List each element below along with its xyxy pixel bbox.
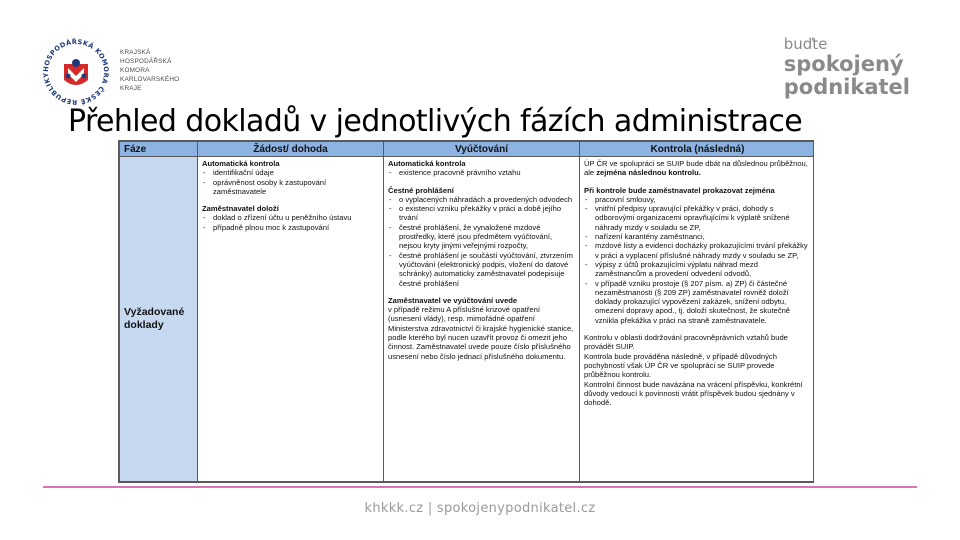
documents-table — [118, 140, 814, 483]
application-cell — [198, 157, 384, 482]
phase-cell: Vyžadované doklady — [120, 157, 198, 482]
logo-ring-text: HOSPODÁŘSKÁ KOMORA ČESKÉ REPUBLIKY — [41, 37, 111, 107]
list-item: - výpisy z účtů prokazujícími výplatu náhrad mezd zaměstnancům a provedení odvedení odvodů, — [584, 260, 811, 279]
slogan-line-1: buďte — [783, 35, 828, 53]
list-item: - v případě vzniku prostoje (§ 207 písm. a) ZP) či částečné nezaměstnanosti (§ 209 ZP) zaměstnavatel rovněž doloží doklady prokazující vypovězení zakázek, snížení odbytu, omezení dopravy apod., tj. doloží skutečnost, že skutečně vznikla překážka v práci na straně zaměstnavatele. — [584, 279, 811, 325]
chamber-seal-icon — [40, 36, 112, 108]
col3-prove-heading: Při kontrole bude zaměstnavatel prokazovat zejména — [584, 185, 775, 195]
list-item: - mzdové listy a evidenci docházky prokazujícími trvání překážky v práci a vyplacení příslušné náhrady mzdy v souladu se ZP, — [584, 241, 811, 260]
list-item: - čestné prohlášení je součástí vyúčtování, ztvrzením vyúčtování (elektronický podpis, vložení do datové schránky) automaticky zaměstnavatel podepisuje čestné prohlášení — [388, 251, 575, 288]
col2-auto-heading: Automatická kontrola — [388, 159, 466, 168]
list-item: - vnitřní předpisy upravující překážky v práci, dohody s odborovými organizacemi opravňujícími k výplatě snížené náhrady mzdy v souladu se ZP, — [584, 204, 811, 232]
slogan — [784, 36, 910, 99]
list-item: - pracovní smlouvy, — [584, 195, 811, 204]
col3-intro: ÚP ČR ve spolupráci se SUIP bude dbát na důslednou průběžnou, ale zejména následnou kontrolu. — [584, 159, 808, 178]
col1-employer-heading: Zaměstnavatel doloží — [202, 204, 279, 214]
list-item: - případně plnou moc k zastupování — [202, 223, 379, 232]
col2-employer-text: v případě režimu A příslušné krizové opatření (usnesení vlády), resp. mimořádné opatření Ministerstva zdravotnictví či krajské hygienické stanice, podle kterého byl nucen uzavřít provoz či omezit jeho činnost. Zaměstnavatel uvede pouze číslo příslušného usnesení nebo číslo jednací příslušného dokumentu. — [388, 305, 574, 361]
footer-divider — [43, 486, 917, 488]
control-cell — [580, 157, 815, 482]
slide-title: Přehled dokladů v jednotlivých fázích administrace — [68, 104, 803, 139]
list-item: - o vyplacených náhradách a provedených odvodech — [388, 195, 575, 204]
col3-para-1: Kontrolu v oblasti dodržování pracovněprávních vztahů bude provádět SUIP. — [584, 333, 788, 352]
billing-cell — [384, 157, 580, 482]
table-header-row — [120, 142, 815, 157]
footer-links: khkkk.cz | spokojenypodnikatel.cz — [364, 501, 596, 516]
list-item: - existence pracovně právního vztahu — [388, 168, 575, 177]
header-phase: Fáze — [120, 142, 198, 157]
header-control: Kontrola (následná) — [580, 142, 815, 157]
list-item: - čestné prohlášení, že vynaložené mzdové prostředky, které jsou předmětem vyúčtování, nejsou kryty jinými veřejnými rozpočty, — [388, 223, 575, 251]
chamber-logo — [40, 36, 190, 106]
col2-employer-heading: Zaměstnavatel ve vyúčtování uvede — [388, 295, 518, 305]
list-item: - doklad o zřízení účtu u peněžního ústavu — [202, 213, 379, 222]
col1-auto-heading: Automatická kontrola — [202, 159, 280, 168]
list-item: - nařízení karantény zaměstnanci, — [584, 232, 811, 241]
header-application: Žádost/ dohoda — [198, 142, 384, 157]
list-item: - o existenci vzniku překážky v práci a době jejího trvání — [388, 204, 575, 223]
slogan-line-3: podnikatel — [783, 75, 910, 99]
header-billing: Vyúčtování — [384, 142, 580, 157]
list-item: - identifikační údaje — [202, 168, 379, 177]
table-row — [120, 157, 815, 482]
col2-declaration-heading: Čestné prohlášení — [388, 185, 454, 195]
logo-text: KRAJSKÁ HOSPODÁŘSKÁ KOMORA KARLOVARSKÉHO KRAJE — [120, 49, 180, 92]
slogan-line-2: spokojený — [783, 52, 904, 76]
col3-para-3: Kontrolní činnost bude navázána na vrácení příspěvku, konkrétní důvody vedoucí k povinnosti vrátit příspěvek budou sjednány v dohodě. — [584, 379, 803, 408]
list-item: - oprávněnost osoby k zastupování zaměstnavatele — [202, 178, 379, 197]
col3-para-2: Kontrola bude prováděna následně, v případě důvodných pochybností však ÚP ČR ve spolupráci se SUIP provede průběžnou kontrolu. — [584, 351, 777, 380]
